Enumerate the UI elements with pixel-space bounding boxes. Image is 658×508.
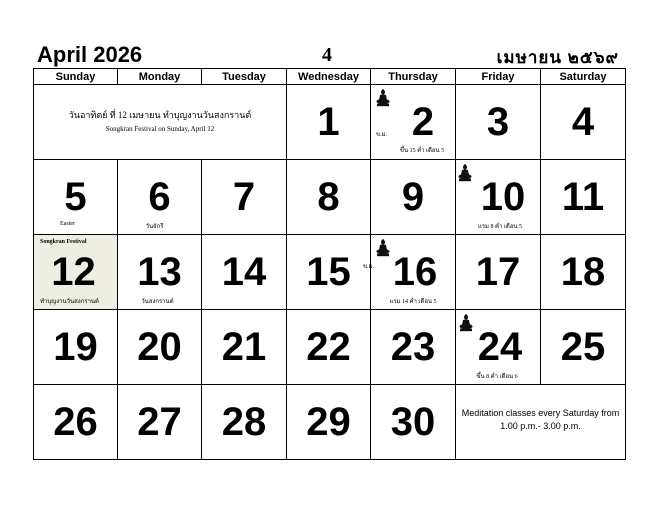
day-number: 3: [486, 100, 510, 144]
day-cell-24[interactable]: [456, 310, 541, 385]
day-cell-21[interactable]: [202, 310, 287, 385]
day-number: 2: [411, 100, 435, 144]
day-number: 12: [51, 250, 96, 294]
day-note: วันจักรี: [145, 224, 164, 230]
day-number: 17: [475, 250, 521, 294]
day-cell-8[interactable]: [287, 160, 371, 235]
week-row: [34, 310, 626, 385]
weekday-friday: Friday: [456, 69, 541, 85]
weekday-saturday: Saturday: [541, 69, 626, 85]
day-cell-30[interactable]: [371, 385, 456, 460]
day-cell-20[interactable]: [118, 310, 202, 385]
day-cell-18[interactable]: [541, 235, 626, 310]
buddha-icon: [376, 89, 390, 107]
day-note: แรม 8 ค่ำ เดือน 5: [477, 224, 523, 230]
meditation-line-2: 1.00 p.m.- 3.00 p.m.: [500, 421, 581, 431]
day-number: 11: [561, 175, 605, 219]
weekday-monday: Monday: [118, 69, 202, 85]
day-cell-2[interactable]: [371, 85, 456, 160]
day-note: ทำบุญงานวันสงกรานต์: [40, 299, 99, 305]
day-number: 22: [306, 325, 351, 369]
day-number: 16: [392, 250, 438, 294]
day-cell-29[interactable]: [287, 385, 371, 460]
day-note: Easter: [60, 221, 75, 227]
day-cell-4[interactable]: [541, 85, 626, 160]
week-row: [34, 385, 626, 460]
day-note: ขึ้น 15 ค่ำ เดือน 5: [399, 148, 445, 154]
songkran-banner-thai: วันอาทิตย์ ที่ 12 เมษายน ทำบุญงานวันสงกรานต์: [68, 110, 252, 120]
day-number: 29: [306, 400, 351, 444]
day-number: 10: [480, 175, 526, 219]
month-title: April 2026: [37, 42, 143, 67]
calendar-grid: [33, 68, 626, 460]
day-cell-15[interactable]: [287, 235, 371, 310]
day-cell-28[interactable]: [202, 385, 287, 460]
day-number: 23: [390, 325, 436, 369]
day-number: 13: [137, 250, 182, 294]
day-cell-6[interactable]: [118, 160, 202, 235]
day-number: 15: [306, 250, 351, 294]
day-number: 24: [477, 325, 523, 369]
month-number: 4: [322, 44, 332, 66]
day-cell-26[interactable]: [34, 385, 118, 460]
week-row: [34, 160, 626, 235]
day-note: วันสงกรานต์: [141, 299, 174, 305]
day-note: แรม 14 ค่ำ เดือน 5: [389, 299, 437, 305]
day-number: 8: [317, 175, 340, 219]
day-number: 9: [401, 175, 425, 219]
day-number: 27: [137, 400, 182, 444]
day-note-left: ข.ม.: [376, 132, 388, 138]
day-number: 28: [221, 400, 267, 444]
day-number: 20: [137, 325, 182, 369]
day-number: 6: [148, 175, 171, 219]
day-cell-27[interactable]: [118, 385, 202, 460]
weekday-tuesday: Tuesday: [202, 69, 287, 85]
day-number: 1: [317, 100, 340, 144]
day-cell-9[interactable]: [371, 160, 456, 235]
day-number: 14: [221, 250, 267, 294]
day-cell-17[interactable]: [456, 235, 541, 310]
day-number: 30: [390, 400, 436, 444]
day-note: ขึ้น 8 ค่ำ เดือน 6: [476, 374, 518, 380]
songkran-banner-cell: [34, 85, 287, 160]
day-number: 18: [560, 250, 606, 294]
day-number: 5: [64, 175, 87, 219]
week-row: [34, 235, 626, 310]
day-cell-25[interactable]: [541, 310, 626, 385]
day-number: 19: [53, 325, 98, 369]
day-cell-22[interactable]: [287, 310, 371, 385]
meditation-note-cell: [456, 385, 626, 460]
day-cell-10[interactable]: [456, 160, 541, 235]
day-number: 4: [571, 100, 595, 144]
week-row: [34, 85, 626, 160]
weekday-thursday: Thursday: [371, 69, 456, 85]
day-number: 7: [232, 175, 256, 219]
day-cell-14[interactable]: [202, 235, 287, 310]
weekday-header-row: [34, 69, 626, 85]
day-cell-5[interactable]: [34, 160, 118, 235]
weekday-sunday: Sunday: [34, 69, 118, 85]
day-cell-19[interactable]: [34, 310, 118, 385]
day-cell-13[interactable]: [118, 235, 202, 310]
day-cell-1[interactable]: [287, 85, 371, 160]
meditation-note: [458, 407, 623, 433]
day-cell-23[interactable]: [371, 310, 456, 385]
day-number: 26: [53, 400, 98, 444]
day-cell-16[interactable]: [363, 235, 456, 310]
day-cell-12[interactable]: [34, 235, 118, 310]
day-note-top: Songkran Festival: [40, 239, 87, 245]
songkran-banner-english: Songkran Festival on Sunday, April 12: [105, 125, 215, 133]
meditation-line-1: Meditation classes every Saturday from: [461, 408, 620, 418]
day-cell-7[interactable]: [202, 160, 287, 235]
day-number: 21: [221, 325, 267, 369]
day-note-left: ข.ม.: [363, 264, 375, 270]
day-number: 25: [560, 325, 606, 369]
calendar-header: [33, 36, 625, 68]
day-cell-11[interactable]: [541, 160, 626, 235]
weekday-wednesday: Wednesday: [287, 69, 371, 85]
thai-month-title: เมษายน ๒๕๖๙: [496, 48, 619, 67]
day-cell-3[interactable]: [456, 85, 541, 160]
